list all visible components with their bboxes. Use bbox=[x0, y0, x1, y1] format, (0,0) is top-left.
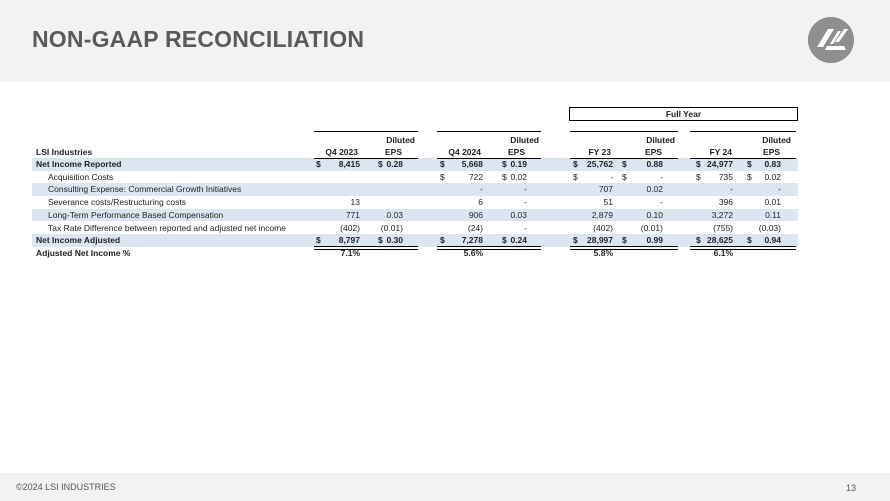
table-cell: 6.1% bbox=[713, 247, 733, 258]
table-cell: 24,977 bbox=[707, 159, 733, 169]
table-cell: - bbox=[480, 184, 483, 195]
table-cell: 771 bbox=[345, 209, 360, 220]
page-title: NON-GAAP RECONCILIATION bbox=[32, 26, 365, 52]
table-cell bbox=[378, 196, 403, 208]
full-year-header: Full Year bbox=[569, 107, 798, 121]
table-cell: 3,272 bbox=[711, 209, 733, 220]
table-cell: 0.02 bbox=[646, 184, 663, 195]
col-header-q4-2023: Q4 2023 bbox=[325, 147, 358, 157]
table-cell: 0.99 bbox=[646, 235, 663, 246]
currency-symbol: $ bbox=[440, 171, 445, 182]
currency-symbol: $ bbox=[573, 171, 578, 182]
header-rule bbox=[570, 158, 678, 159]
table-cell: 906 bbox=[468, 209, 483, 220]
table-cell: 51 bbox=[603, 197, 613, 208]
table-cell: 0.83 bbox=[764, 159, 781, 169]
currency-symbol: $ bbox=[573, 159, 578, 169]
rule-fy24-top bbox=[690, 131, 796, 132]
table-cell: 735 bbox=[718, 171, 733, 182]
currency-symbol: $ bbox=[622, 159, 627, 169]
row-label: Severance costs/Restructuring costs bbox=[48, 197, 186, 208]
col-header-q4-2023-diluted: Diluted bbox=[386, 135, 415, 145]
copyright-text: ©2024 LSI INDUSTRIES bbox=[16, 482, 116, 492]
footer-bar bbox=[0, 473, 890, 501]
table-cell: 8,415 bbox=[338, 159, 360, 169]
table-cell: 7,278 bbox=[461, 235, 483, 246]
col-header-fy23-diluted: Diluted bbox=[646, 135, 675, 145]
col-header-fy24-eps: EPS bbox=[762, 147, 780, 157]
rule-fy23-top bbox=[570, 131, 678, 132]
table-cell: 0.11 bbox=[765, 209, 781, 220]
currency-symbol: $ bbox=[502, 235, 507, 246]
table-cell: (402) bbox=[593, 222, 613, 233]
table-cell: - bbox=[660, 171, 663, 182]
currency-symbol: $ bbox=[440, 235, 445, 246]
table-cell: (24) bbox=[467, 222, 483, 233]
currency-symbol: $ bbox=[440, 159, 445, 169]
table-cell: 0.28 bbox=[386, 159, 403, 169]
col-header-q4-2023-eps: EPS bbox=[384, 147, 402, 157]
table-cell: 396 bbox=[718, 197, 733, 208]
company-label: LSI Industries bbox=[36, 147, 93, 157]
col-header-q4-2024-diluted: Diluted bbox=[510, 135, 539, 145]
currency-symbol: $ bbox=[747, 171, 752, 182]
currency-symbol: $ bbox=[622, 235, 627, 246]
table-cell: - bbox=[524, 184, 527, 195]
currency-symbol: $ bbox=[696, 235, 701, 246]
table-cell: 0.10 bbox=[646, 209, 663, 220]
table-cell bbox=[747, 247, 781, 259]
table-cell bbox=[622, 247, 663, 259]
header-rule bbox=[314, 158, 418, 159]
table-cell bbox=[378, 171, 403, 183]
table-cell: 707 bbox=[598, 184, 613, 195]
currency-symbol: $ bbox=[747, 159, 752, 169]
table-cell: 6 bbox=[478, 197, 483, 208]
table-cell: 0.03 bbox=[510, 209, 527, 220]
table-cell: 0.24 bbox=[510, 235, 527, 246]
rule-q4-2024-top bbox=[437, 131, 541, 132]
table-cell: - bbox=[610, 171, 613, 182]
table-cell bbox=[316, 171, 360, 183]
table-cell: 0.02 bbox=[764, 171, 781, 182]
currency-symbol: $ bbox=[573, 235, 578, 246]
table-cell: - bbox=[524, 222, 527, 233]
table-cell: 5.6% bbox=[463, 247, 483, 258]
table-cell: 28,625 bbox=[707, 235, 733, 246]
table-cell: (755) bbox=[713, 222, 733, 233]
col-header-fy24: FY 24 bbox=[709, 147, 732, 157]
currency-symbol: $ bbox=[622, 171, 627, 182]
col-header-fy24-diluted: Diluted bbox=[762, 135, 791, 145]
row-label: Adjusted Net Income % bbox=[36, 247, 131, 258]
header-rule bbox=[437, 158, 541, 159]
table-cell: 0.19 bbox=[510, 159, 527, 169]
table-cell: 5,668 bbox=[461, 159, 483, 169]
currency-symbol: $ bbox=[747, 235, 752, 246]
currency-symbol: $ bbox=[696, 171, 701, 182]
table-cell bbox=[502, 247, 527, 259]
table-cell: (0.03) bbox=[758, 222, 781, 233]
table-cell: 0.02 bbox=[510, 171, 527, 182]
row-label: Net Income Reported bbox=[36, 159, 122, 169]
table-cell: 2,879 bbox=[591, 209, 613, 220]
table-cell: 0.30 bbox=[386, 235, 403, 246]
currency-symbol: $ bbox=[696, 159, 701, 169]
table-cell: 8,797 bbox=[338, 235, 360, 246]
table-cell: (402) bbox=[340, 222, 360, 233]
table-cell: 5.8% bbox=[593, 247, 613, 258]
row-label: Acquisition Costs bbox=[48, 171, 114, 182]
currency-symbol: $ bbox=[502, 159, 507, 169]
page-number: 13 bbox=[845, 483, 856, 493]
table-cell: 722 bbox=[468, 171, 483, 182]
col-header-fy23-eps: EPS bbox=[644, 147, 662, 157]
currency-symbol: $ bbox=[502, 171, 507, 182]
table-cell: - bbox=[730, 184, 733, 195]
rule-q4-2023-top bbox=[314, 131, 418, 132]
row-label: Tax Rate Difference between reported and adjusted net income bbox=[48, 222, 286, 233]
header-rule bbox=[690, 158, 796, 159]
col-header-q4-2024: Q4 2024 bbox=[448, 147, 481, 157]
row-label: Consulting Expense: Commercial Growth Initiatives bbox=[48, 184, 242, 195]
row-label: Long-Term Performance Based Compensation bbox=[48, 209, 224, 220]
currency-symbol: $ bbox=[378, 159, 383, 169]
col-header-q4-2024-eps: EPS bbox=[507, 147, 525, 157]
table-cell: 25,762 bbox=[587, 159, 613, 169]
table-cell: 0.88 bbox=[646, 159, 663, 169]
currency-symbol: $ bbox=[378, 235, 383, 246]
table-cell: 13 bbox=[350, 197, 360, 208]
currency-symbol: $ bbox=[316, 235, 321, 246]
table-cell: - bbox=[778, 184, 781, 195]
table-cell: (0.01) bbox=[380, 222, 403, 233]
currency-symbol: $ bbox=[316, 159, 321, 169]
table-cell bbox=[378, 247, 403, 259]
table-cell: 0.01 bbox=[764, 197, 781, 208]
table-cell bbox=[316, 183, 360, 195]
table-cell: 0.03 bbox=[386, 209, 403, 220]
table-cell: - bbox=[524, 197, 527, 208]
row-label: Net Income Adjusted bbox=[36, 235, 121, 246]
table-cell: - bbox=[660, 197, 663, 208]
table-cell: 28,997 bbox=[587, 235, 613, 246]
table-cell: 7.1% bbox=[340, 247, 360, 258]
table-cell: (0.01) bbox=[640, 222, 663, 233]
col-header-fy23: FY 23 bbox=[588, 147, 611, 157]
table-cell bbox=[378, 183, 403, 195]
table-cell: 0.94 bbox=[764, 235, 781, 246]
